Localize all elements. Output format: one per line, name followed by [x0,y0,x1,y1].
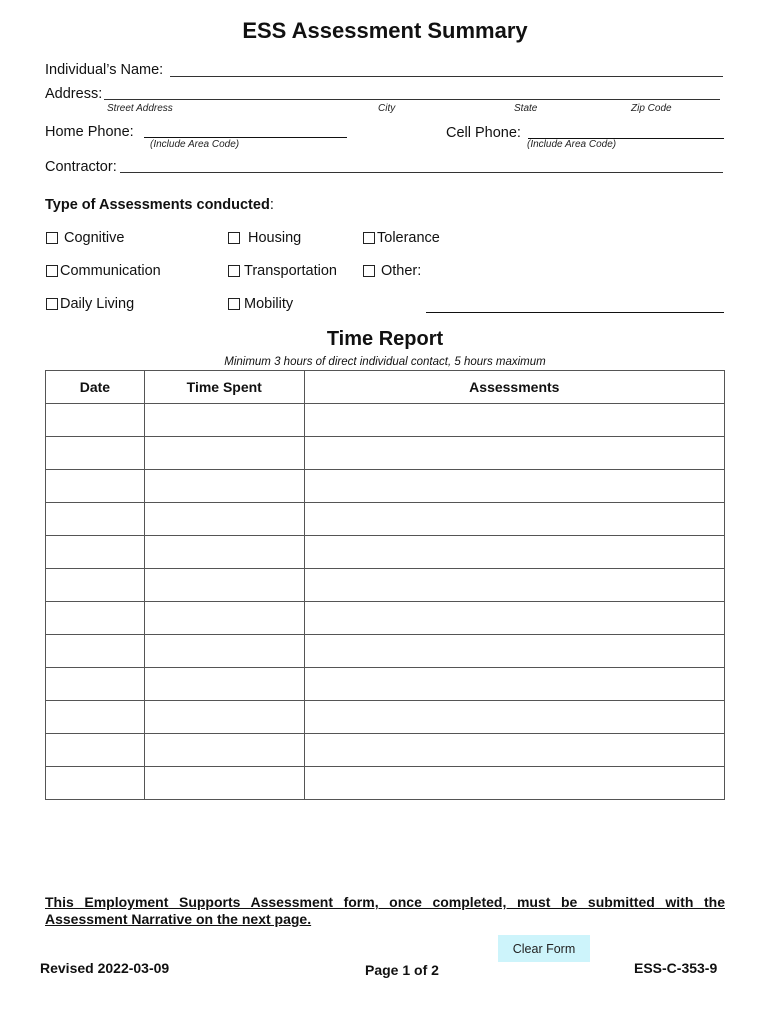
time-report-table [45,370,725,800]
transportation-label: Transportation [244,263,337,279]
street-address-caption: Street Address [107,103,173,114]
date-cell[interactable] [46,668,145,701]
cognitive-checkbox[interactable] [46,232,58,244]
table-row [46,404,725,437]
time-spent-cell[interactable] [144,635,304,668]
time-spent-cell[interactable] [144,470,304,503]
time-report-body [46,404,725,800]
tolerance-checkbox[interactable] [363,232,375,244]
time-spent-cell[interactable] [144,503,304,536]
time-report-title: Time Report [326,328,444,350]
date-cell[interactable] [46,767,145,800]
date-cell[interactable] [46,470,145,503]
home-phone-caption: (Include Area Code) [150,139,240,150]
date-cell[interactable] [46,602,145,635]
time-spent-cell[interactable] [144,437,304,470]
assessments-cell[interactable] [304,767,724,800]
home-phone-label: Home Phone: [45,124,134,140]
table-row [46,503,725,536]
cell-phone-label: Cell Phone: [446,125,521,141]
other-specify-field[interactable] [426,312,724,313]
state-caption: State [514,103,538,114]
individual-name-field[interactable] [170,76,723,77]
time-spent-cell[interactable] [144,734,304,767]
table-header-row [46,371,725,404]
clear-form-button[interactable]: Clear Form [498,935,590,962]
time-spent-column-header: Time Spent [144,371,304,404]
housing-checkbox[interactable] [228,232,240,244]
housing-label: Housing [248,230,302,246]
assessments-cell[interactable] [304,503,724,536]
time-spent-cell[interactable] [144,767,304,800]
form-id: ESS-C-353-9 [634,960,718,976]
date-cell[interactable] [46,503,145,536]
table-row [46,701,725,734]
individual-name-label: Individual’s Name: [45,62,164,78]
other-label: Other: [381,263,422,279]
time-spent-cell[interactable] [144,536,304,569]
date-cell[interactable] [46,437,145,470]
home-phone-field[interactable] [144,137,347,138]
submission-notice: This Employment Supports Assessment form, once completed, must be submitted with the Assessment Narrative on the next page. [45,894,725,927]
zip-code-caption: Zip Code [631,103,672,114]
page-number: Page 1 of 2 [365,962,439,978]
assessment-types-heading [45,197,274,213]
address-label: Address: [45,86,103,102]
assessments-cell[interactable] [304,470,724,503]
date-cell[interactable] [46,536,145,569]
time-spent-cell[interactable] [144,569,304,602]
date-cell[interactable] [46,635,145,668]
table-row [46,635,725,668]
daily-living-label: Daily Living [60,296,135,312]
assessments-cell[interactable] [304,602,724,635]
assessments-column-header: Assessments [304,371,724,404]
address-field[interactable] [104,99,720,100]
time-spent-cell[interactable] [144,668,304,701]
assessments-cell[interactable] [304,635,724,668]
table-row [46,470,725,503]
date-cell[interactable] [46,404,145,437]
communication-label: Communication [60,263,161,279]
assessments-cell[interactable] [304,569,724,602]
time-report-subtitle: Minimum 3 hours of direct individual contact, 5 hours maximum [224,356,546,368]
daily-living-checkbox[interactable] [46,298,58,310]
assessments-cell[interactable] [304,734,724,767]
assessments-cell[interactable] [304,437,724,470]
date-cell[interactable] [46,734,145,767]
contractor-label: Contractor: [45,159,117,175]
date-column-header: Date [46,371,145,404]
table-row [46,437,725,470]
assessments-cell[interactable] [304,701,724,734]
table-row [46,767,725,800]
tolerance-label: Tolerance [377,230,440,246]
mobility-checkbox[interactable] [228,298,240,310]
assessments-cell[interactable] [304,536,724,569]
assessments-cell[interactable] [304,668,724,701]
time-spent-cell[interactable] [144,701,304,734]
assessments-cell[interactable] [304,404,724,437]
date-cell[interactable] [46,569,145,602]
cell-phone-caption: (Include Area Code) [527,139,617,150]
table-row [46,602,725,635]
revised-date: Revised 2022-03-09 [40,960,170,976]
table-row [46,668,725,701]
date-cell[interactable] [46,701,145,734]
form-title: ESS Assessment Summary [242,18,528,43]
other-checkbox[interactable] [363,265,375,277]
contractor-field[interactable] [120,172,723,173]
time-spent-cell[interactable] [144,404,304,437]
transportation-checkbox[interactable] [228,265,240,277]
mobility-label: Mobility [244,296,294,312]
assessment-types-heading-colon: : [269,197,274,213]
city-caption: City [378,103,396,114]
table-row [46,569,725,602]
time-spent-cell[interactable] [144,602,304,635]
communication-checkbox[interactable] [46,265,58,277]
table-row [46,734,725,767]
assessment-types-heading-text: Type of Assessments conducted [45,197,270,213]
table-row [46,536,725,569]
cognitive-label: Cognitive [64,230,125,246]
